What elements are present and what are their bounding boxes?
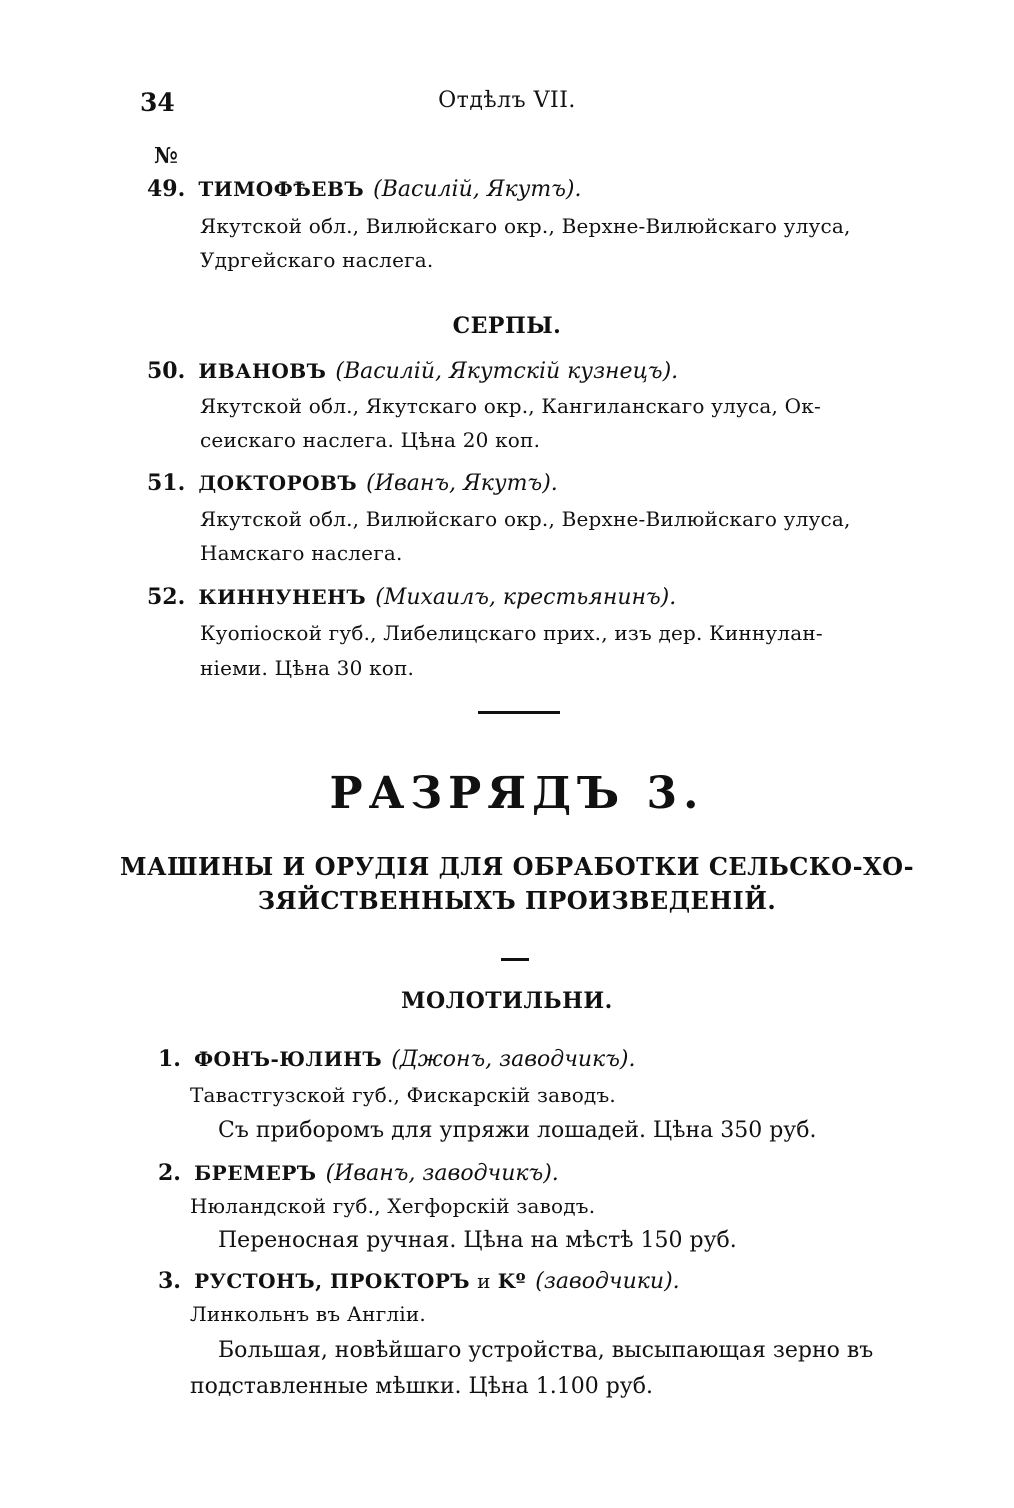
entry-note: подставленные мѣшки. Цѣна 1.100 руб. bbox=[190, 1374, 653, 1399]
entry-number: 1. bbox=[158, 1046, 181, 1072]
entry-line: Намскаго наслега. bbox=[200, 541, 403, 565]
entry-1 bbox=[158, 1046, 635, 1072]
entry-2 bbox=[158, 1160, 559, 1186]
entry-description: (заводчики). bbox=[535, 1269, 680, 1294]
entry-line: сеискаго наслега. Цѣна 20 коп. bbox=[200, 428, 541, 452]
entry-company: Kº bbox=[497, 1269, 527, 1293]
entry-50 bbox=[147, 358, 678, 384]
entry-name: ТИМОФѢЕВЪ bbox=[198, 177, 365, 201]
entry-description: (Василій, Якутскій кузнецъ). bbox=[335, 359, 679, 384]
entry-number: 3. bbox=[158, 1268, 181, 1294]
entry-line: Якутской обл., Вилюйскаго окр., Верхне-Вилюйскаго улуса, bbox=[200, 507, 851, 531]
entry-note: Большая, новѣйшаго устройства, высыпающая зерно въ bbox=[218, 1338, 874, 1363]
section-title: РАЗРЯДЪ 3. bbox=[329, 768, 705, 819]
entry-conjunction: и bbox=[477, 1269, 491, 1293]
entry-description: (Иванъ, Якутъ). bbox=[366, 471, 558, 496]
entry-line: ніеми. Цѣна 30 коп. bbox=[200, 656, 415, 680]
entry-description: (Василій, Якутъ). bbox=[373, 177, 582, 202]
entry-number: 2. bbox=[158, 1160, 181, 1186]
entry-name: ИВАНОВЪ bbox=[198, 359, 327, 383]
entry-number: 50. bbox=[147, 358, 186, 384]
entry-49 bbox=[147, 176, 582, 202]
entry-line: Куопіоской губ., Либелицскаго прих., изъ дер. Киннулан- bbox=[200, 621, 823, 645]
number-sign: № bbox=[154, 143, 178, 169]
entry-number: 52. bbox=[147, 584, 186, 610]
section-subtitle-line: МАШИНЫ И ОРУДІЯ ДЛЯ ОБРАБОТКИ СЕЛЬСКО-ХО- bbox=[119, 852, 915, 881]
ornament-rule bbox=[478, 711, 560, 714]
entry-51 bbox=[147, 470, 558, 496]
entry-description: (Иванъ, заводчикъ). bbox=[325, 1161, 559, 1186]
entry-name: БРЕМЕРЪ bbox=[194, 1161, 317, 1185]
entry-52 bbox=[147, 584, 676, 610]
separator-dash bbox=[501, 958, 529, 961]
section-heading-molotilni: МОЛОТИЛЬНИ. bbox=[401, 988, 613, 1014]
entry-number: 51. bbox=[147, 470, 186, 496]
entry-note: Переносная ручная. Цѣна на мѣстѣ 150 руб. bbox=[218, 1228, 737, 1253]
entry-line: Тавастгузской губ., Фискарскій заводъ. bbox=[190, 1083, 616, 1107]
page-number: 34 bbox=[140, 88, 175, 117]
entry-line: Якутской обл., Якутскаго окр., Кангиланскаго улуса, Ок- bbox=[200, 394, 821, 418]
section-subtitle-line: ЗЯЙСТВЕННЫХЪ ПРОИЗВЕДЕНІЙ. bbox=[257, 886, 777, 915]
entry-number: 49. bbox=[147, 176, 186, 202]
entry-name: РУСТОНЪ, ПРОКТОРЪ bbox=[194, 1269, 471, 1293]
entry-3 bbox=[158, 1268, 680, 1294]
entry-name: КИННУНЕНЪ bbox=[198, 585, 367, 609]
running-head: Отдѣлъ VII. bbox=[438, 88, 576, 113]
entry-description: (Михаилъ, крестьянинъ). bbox=[375, 585, 677, 610]
entry-line: Якутской обл., Вилюйскаго окр., Верхне-Вилюйскаго улуса, bbox=[200, 214, 851, 238]
entry-line: Нюландской губ., Хегфорскій заводъ. bbox=[190, 1194, 596, 1218]
entry-name: ДОКТОРОВЪ bbox=[198, 471, 358, 495]
entry-line: Линкольнъ въ Англіи. bbox=[190, 1302, 426, 1326]
entry-line: Удргейскаго наслега. bbox=[200, 248, 434, 272]
entry-name: ФОНЪ-ЮЛИНЪ bbox=[194, 1047, 383, 1071]
section-heading-serpy: СЕРПЫ. bbox=[452, 313, 562, 339]
entry-description: (Джонъ, заводчикъ). bbox=[391, 1047, 636, 1072]
entry-note: Съ приборомъ для упряжи лошадей. Цѣна 350 руб. bbox=[218, 1118, 817, 1143]
